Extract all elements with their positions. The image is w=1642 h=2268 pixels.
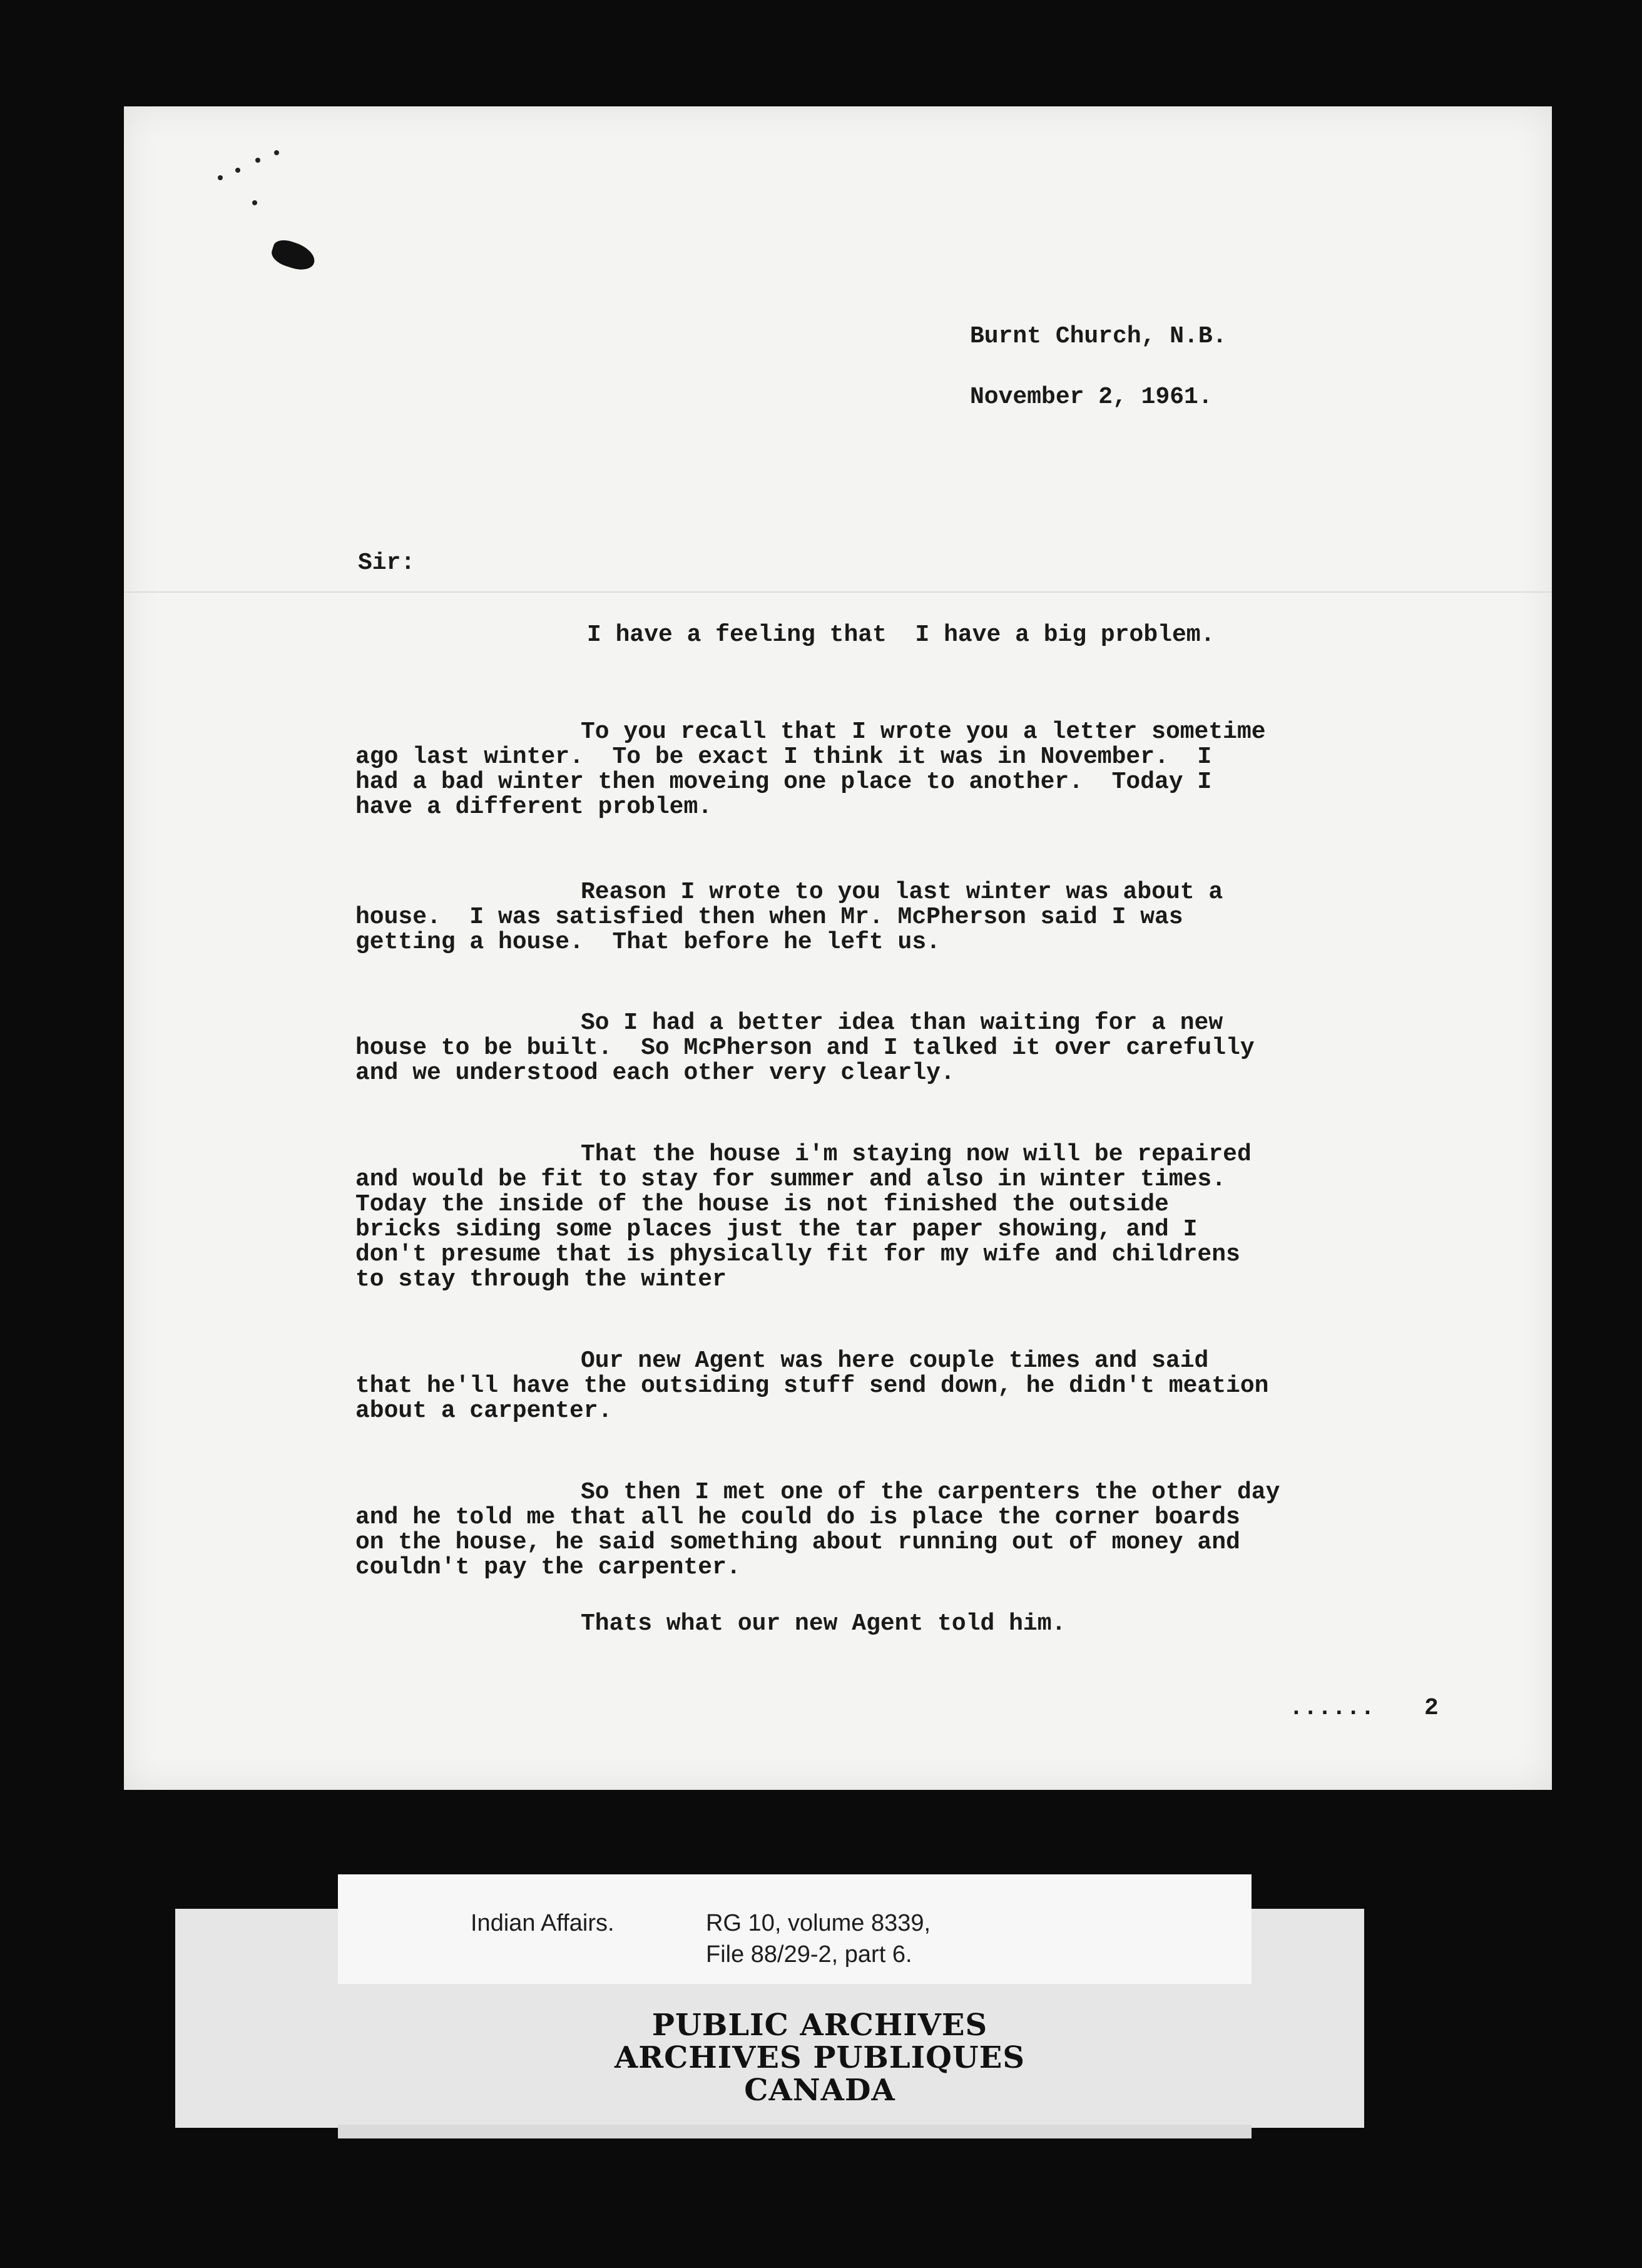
paragraph-line: on the house, he said something about running out of money and bbox=[355, 1529, 1240, 1556]
letter-paragraph bbox=[355, 1142, 1544, 1292]
letter-salutation: Sir: bbox=[358, 549, 416, 576]
ink-speck bbox=[252, 200, 257, 205]
archive-label-edge bbox=[338, 2125, 1252, 2138]
ink-speck bbox=[274, 150, 279, 155]
paragraph-line: bricks siding some places just the tar paper showing, and I bbox=[355, 1216, 1198, 1243]
ink-speck bbox=[235, 168, 240, 173]
archives-stamp-line3: CANADA bbox=[744, 2073, 895, 2108]
letter-paragraph bbox=[355, 1349, 1544, 1424]
paragraph-line: and he told me that all he could do is place the corner boards bbox=[355, 1504, 1240, 1531]
page-number: 2 bbox=[1424, 1695, 1439, 1722]
paragraph-line: had a bad winter then moveing one place to another. Today I bbox=[355, 769, 1212, 795]
fold-line bbox=[124, 591, 1552, 593]
paragraph-line: have a different problem. bbox=[355, 794, 713, 820]
paragraph-line: ago last winter. To be exact I think it was in November. I bbox=[355, 743, 1212, 770]
paragraph-line: I have a feeling that I have a big problem. bbox=[587, 621, 1215, 648]
letter-paragraph bbox=[355, 1011, 1544, 1086]
paragraph-line: don't presume that is physically fit for my wife and childrens bbox=[355, 1241, 1240, 1268]
paragraph-line: couldn't pay the carpenter. bbox=[355, 1554, 741, 1581]
paragraph-line: house to be built. So McPherson and I talked it over carefully bbox=[355, 1034, 1255, 1061]
archive-reference-line1: RG 10, volume 8339, bbox=[706, 1910, 931, 1936]
archive-reference-line2: File 88/29-2, part 6. bbox=[706, 1941, 912, 1968]
ink-speck bbox=[218, 175, 223, 180]
ink-speck bbox=[255, 158, 260, 163]
letter-date: November 2, 1961. bbox=[970, 384, 1213, 411]
paragraph-line: to stay through the winter bbox=[355, 1266, 727, 1293]
paragraph-line: So then I met one of the carpenters the other day bbox=[581, 1479, 1280, 1506]
paragraph-line: To you recall that I wrote you a letter sometime bbox=[581, 718, 1266, 745]
paragraph-line: That the house i'm staying now will be repaired bbox=[581, 1141, 1252, 1168]
letter-paragraph bbox=[355, 880, 1544, 955]
paragraph-line: getting a house. That before he left us. bbox=[355, 929, 941, 956]
paragraph-line: about a carpenter. bbox=[355, 1397, 613, 1424]
paragraph-line: So I had a better idea than waiting for a new bbox=[581, 1009, 1223, 1036]
letter-paragraph bbox=[355, 623, 1544, 648]
archive-collection: Indian Affairs. bbox=[471, 1910, 614, 1936]
letter-page bbox=[124, 106, 1552, 1790]
letter-place: Burnt Church, N.B. bbox=[970, 323, 1227, 350]
paragraph-line: that he'll have the outsiding stuff send down, he didn't meation bbox=[355, 1372, 1269, 1399]
letter-paragraph bbox=[355, 720, 1544, 820]
paragraph-line: house. I was satisfied then when Mr. McPherson said I was bbox=[355, 904, 1183, 931]
letter-paragraph bbox=[355, 1480, 1544, 1580]
continuation-marker: ...... bbox=[1289, 1695, 1375, 1722]
ink-blot bbox=[269, 237, 319, 274]
paragraph-line: and would be fit to stay for summer and also in winter times. bbox=[355, 1166, 1226, 1193]
archives-stamp-line2: ARCHIVES PUBLIQUES bbox=[614, 2040, 1025, 2075]
paragraph-line: Our new Agent was here couple times and said bbox=[581, 1347, 1209, 1374]
paragraph-line: Reason I wrote to you last winter was about a bbox=[581, 879, 1223, 906]
letter-paragraph bbox=[355, 1612, 1544, 1637]
archives-stamp-line1: PUBLIC ARCHIVES bbox=[651, 2008, 988, 2043]
paragraph-line: Thats what our new Agent told him. bbox=[581, 1610, 1066, 1637]
paragraph-line: and we understood each other very clearly. bbox=[355, 1060, 955, 1086]
paragraph-line: Today the inside of the house is not finished the outside bbox=[355, 1191, 1169, 1218]
